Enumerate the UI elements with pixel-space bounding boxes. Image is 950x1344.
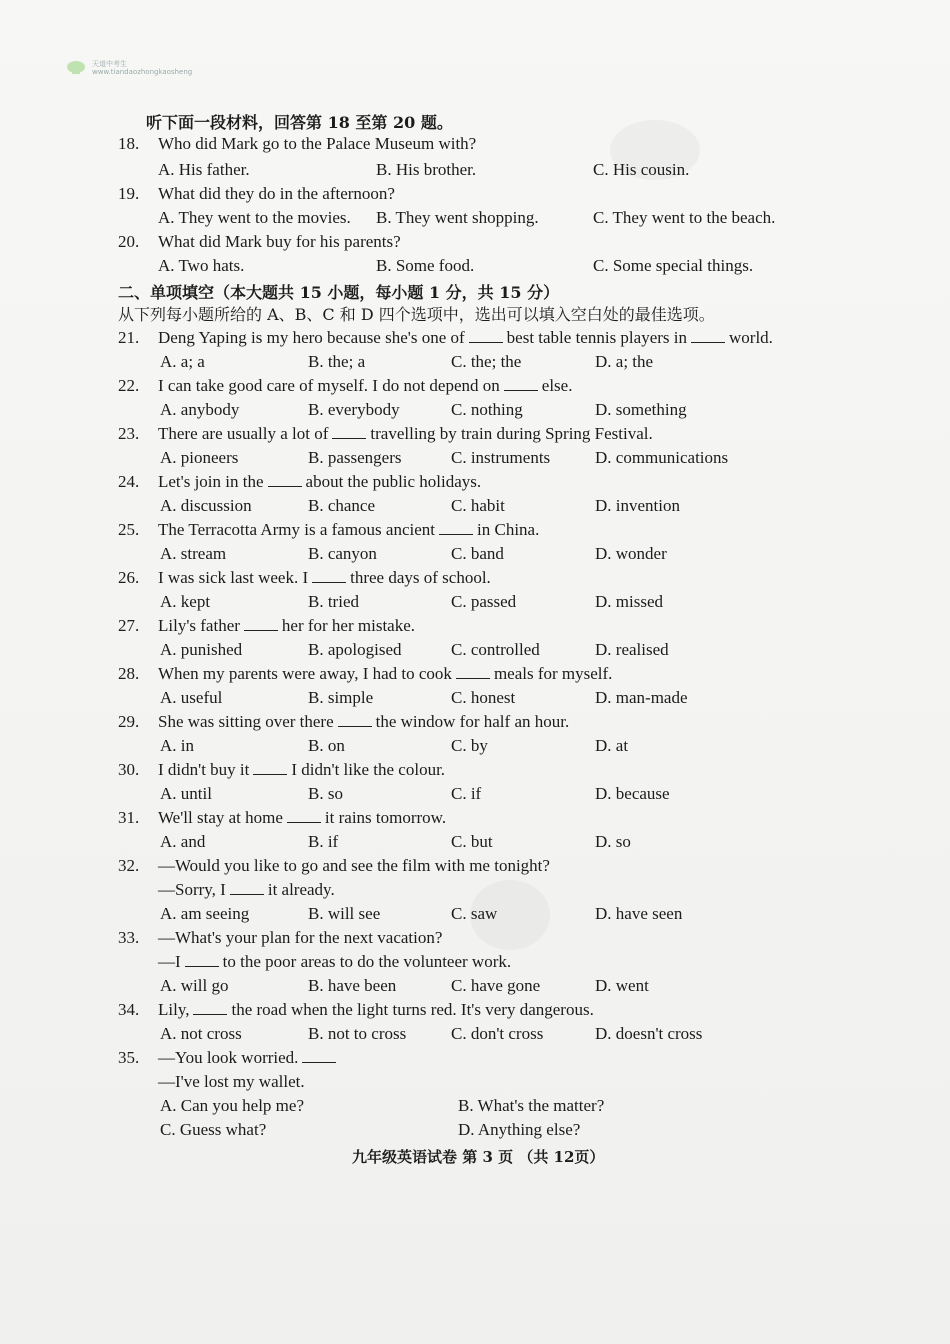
option-b: B. simple [308, 688, 374, 707]
question-text: —Would you like to go and see the film with me tonight? [158, 856, 550, 875]
option-a: A. His father. [158, 160, 250, 179]
option-c: C. habit [451, 496, 505, 515]
question-text [158, 808, 446, 828]
option-c: C. but [451, 832, 493, 851]
option-a: A. in [160, 736, 194, 755]
answer-blank [439, 522, 473, 535]
option-b: B. canyon [308, 544, 377, 563]
question-text [158, 1000, 594, 1020]
question-number: 22. [118, 376, 140, 395]
question-text [158, 760, 445, 780]
option-b: B. have been [308, 976, 397, 995]
option-b: B. His brother. [376, 160, 477, 179]
answer-blank [332, 426, 366, 439]
logo-url: www.tiandaozhongkaosheng [92, 68, 193, 76]
text-part: —I [158, 952, 181, 971]
option-b: B. so [308, 784, 343, 803]
answer-blank [193, 1002, 227, 1015]
option-d: D. missed [595, 592, 663, 611]
option-b: B. apologised [308, 640, 402, 659]
option-c: C. honest [451, 688, 516, 707]
option-a: A. will go [160, 976, 229, 995]
question-text [158, 520, 539, 540]
question-number: 35. [118, 1048, 140, 1067]
site-logo [66, 60, 192, 76]
option-b: B. chance [308, 496, 376, 515]
option-b: B. on [308, 736, 345, 755]
option-a: A. They went to the movies. [158, 208, 351, 227]
answer-blank [302, 1050, 336, 1063]
option-a: A. until [160, 784, 212, 803]
section-instruction: 从下列每小题所给的 A、B、C 和 D 四个选项中，选出可以填入空白处的最佳选项。 [118, 305, 715, 324]
text-part: the window for half an hour. [375, 712, 570, 731]
option-b: B. will see [308, 904, 381, 923]
answer-blank [185, 954, 219, 967]
text-part: She was sitting over there [158, 712, 334, 731]
option-a: A. anybody [160, 400, 240, 419]
text-part: I didn't like the colour. [291, 760, 446, 779]
option-c: C. Some special things. [593, 256, 754, 275]
question-number: 23. [118, 424, 140, 443]
option-d: D. wonder [595, 544, 667, 563]
text-part: There are usually a lot of [158, 424, 329, 443]
text-part: Deng Yaping is my hero because she's one of [158, 328, 465, 347]
option-a: A. kept [160, 592, 211, 611]
question-number: 25. [118, 520, 140, 539]
option-c: C. the; the [451, 352, 522, 371]
question-text [158, 1048, 340, 1068]
option-a: A. useful [160, 688, 223, 707]
option-a: A. a; a [160, 352, 205, 371]
option-a: A. not cross [160, 1024, 242, 1043]
option-b: B. everybody [308, 400, 400, 419]
answer-blank [312, 570, 346, 583]
option-a: A. am seeing [160, 904, 250, 923]
option-c: C. band [451, 544, 504, 563]
question-number: 21. [118, 328, 140, 347]
text-part: Lily's father [158, 616, 240, 635]
answer-blank [456, 666, 490, 679]
text-part: about the public holidays. [305, 472, 482, 491]
text-part: world. [729, 328, 773, 347]
text-part: We'll stay at home [158, 808, 283, 827]
question-number: 33. [118, 928, 140, 947]
question-number: 34. [118, 1000, 140, 1019]
question-text [158, 472, 481, 492]
option-a: A. discussion [160, 496, 252, 515]
option-d: D. have seen [595, 904, 683, 923]
reply-text: —I've lost my wallet. [158, 1072, 305, 1091]
text-part: it rains tomorrow. [324, 808, 447, 827]
option-d: D. man-made [595, 688, 688, 707]
text-part: I didn't buy it [158, 760, 250, 779]
option-b: B. tried [308, 592, 359, 611]
option-d: D. so [595, 832, 631, 851]
listening-intro: 听下面一段材料，回答第 18 至第 20 题。 [146, 113, 453, 132]
reply-text [158, 952, 511, 972]
text-part: Lily, [158, 1000, 190, 1019]
option-d: D. Anything else? [458, 1120, 581, 1139]
answer-blank [230, 882, 264, 895]
text-part: else. [541, 376, 573, 395]
option-b: B. What's the matter? [458, 1096, 605, 1115]
option-b: B. Some food. [376, 256, 475, 275]
option-a: A. stream [160, 544, 227, 563]
answer-blank [504, 378, 538, 391]
text-part: in China. [477, 520, 540, 539]
answer-blank [338, 714, 372, 727]
option-c: C. They went to the beach. [593, 208, 776, 227]
option-a: A. and [160, 832, 206, 851]
question-number: 24. [118, 472, 140, 491]
option-d: D. invention [595, 496, 680, 515]
question-text [158, 424, 653, 444]
option-b: B. not to cross [308, 1024, 407, 1043]
text-part: to the poor areas to do the volunteer work. [222, 952, 512, 971]
option-c: C. Guess what? [160, 1120, 267, 1139]
option-c: C. have gone [451, 976, 541, 995]
reply-text [158, 880, 335, 900]
question-text: What did they do in the afternoon? [158, 184, 395, 203]
text-part: Let's join in the [158, 472, 264, 491]
option-c: C. instruments [451, 448, 551, 467]
question-text: —What's your plan for the next vacation? [158, 928, 443, 947]
question-number: 28. [118, 664, 140, 683]
option-c: C. don't cross [451, 1024, 544, 1043]
answer-blank [469, 330, 503, 343]
option-d: D. went [595, 976, 649, 995]
option-c: C. nothing [451, 400, 523, 419]
question-text [158, 664, 612, 684]
option-d: D. doesn't cross [595, 1024, 703, 1043]
text-part: —Sorry, I [158, 880, 226, 899]
option-a: A. Can you help me? [160, 1096, 304, 1115]
option-d: D. because [595, 784, 670, 803]
text-part: meals for myself. [493, 664, 613, 683]
text-part: her for her mistake. [281, 616, 416, 635]
answer-blank [691, 330, 725, 343]
text-part: The Terracotta Army is a famous ancient [158, 520, 436, 539]
option-c: C. saw [451, 904, 498, 923]
option-d: D. realised [595, 640, 669, 659]
section-title: 二、单项填空（本大题共 15 小题，每小题 1 分，共 15 分） [118, 283, 560, 302]
option-c: C. passed [451, 592, 517, 611]
question-text [158, 712, 569, 732]
option-a: A. Two hats. [158, 256, 245, 275]
question-number: 29. [118, 712, 140, 731]
option-c: C. by [451, 736, 488, 755]
option-c: C. controlled [451, 640, 540, 659]
option-c: C. if [451, 784, 482, 803]
logo-title: 天道中考生 [92, 60, 127, 68]
option-b: B. They went shopping. [376, 208, 539, 227]
question-text [158, 376, 572, 396]
question-number: 27. [118, 616, 140, 635]
text-part: I can take good care of myself. I do not depend on [158, 376, 500, 395]
question-text: What did Mark buy for his parents? [158, 232, 401, 251]
text-part: it already. [267, 880, 335, 899]
text-part: the road when the light turns red. It's very dangerous. [231, 1000, 594, 1019]
question-text: Who did Mark go to the Palace Museum with? [158, 134, 477, 153]
question-text [158, 568, 491, 588]
question-number: 18. [118, 134, 140, 153]
option-d: D. at [595, 736, 629, 755]
leaf-logo-icon [66, 60, 86, 76]
question-text [158, 616, 415, 636]
option-b: B. the; a [308, 352, 366, 371]
text-part: I was sick last week. I [158, 568, 309, 587]
question-number: 30. [118, 760, 140, 779]
option-d: D. something [595, 400, 687, 419]
question-number: 20. [118, 232, 140, 251]
option-d: D. communications [595, 448, 729, 467]
text-part: —You look worried. [158, 1048, 299, 1067]
answer-blank [244, 618, 278, 631]
answer-blank [253, 762, 287, 775]
answer-blank [268, 474, 302, 487]
option-a: A. pioneers [160, 448, 239, 467]
option-b: B. passengers [308, 448, 402, 467]
option-a: A. punished [160, 640, 243, 659]
text-part: When my parents were away, I had to cook [158, 664, 452, 683]
text-part: best table tennis players in [506, 328, 687, 347]
option-b: B. if [308, 832, 339, 851]
text-part: travelling by train during Spring Festival. [370, 424, 653, 443]
question-text [158, 328, 773, 348]
option-c: C. His cousin. [593, 160, 690, 179]
question-number: 19. [118, 184, 140, 203]
question-number: 32. [118, 856, 140, 875]
page-footer: 九年级英语试卷 第 3 页 （共 12页） [352, 1148, 605, 1166]
text-part: three days of school. [350, 568, 491, 587]
option-d: D. a; the [595, 352, 654, 371]
question-number: 31. [118, 808, 140, 827]
answer-blank [287, 810, 321, 823]
question-number: 26. [118, 568, 140, 587]
